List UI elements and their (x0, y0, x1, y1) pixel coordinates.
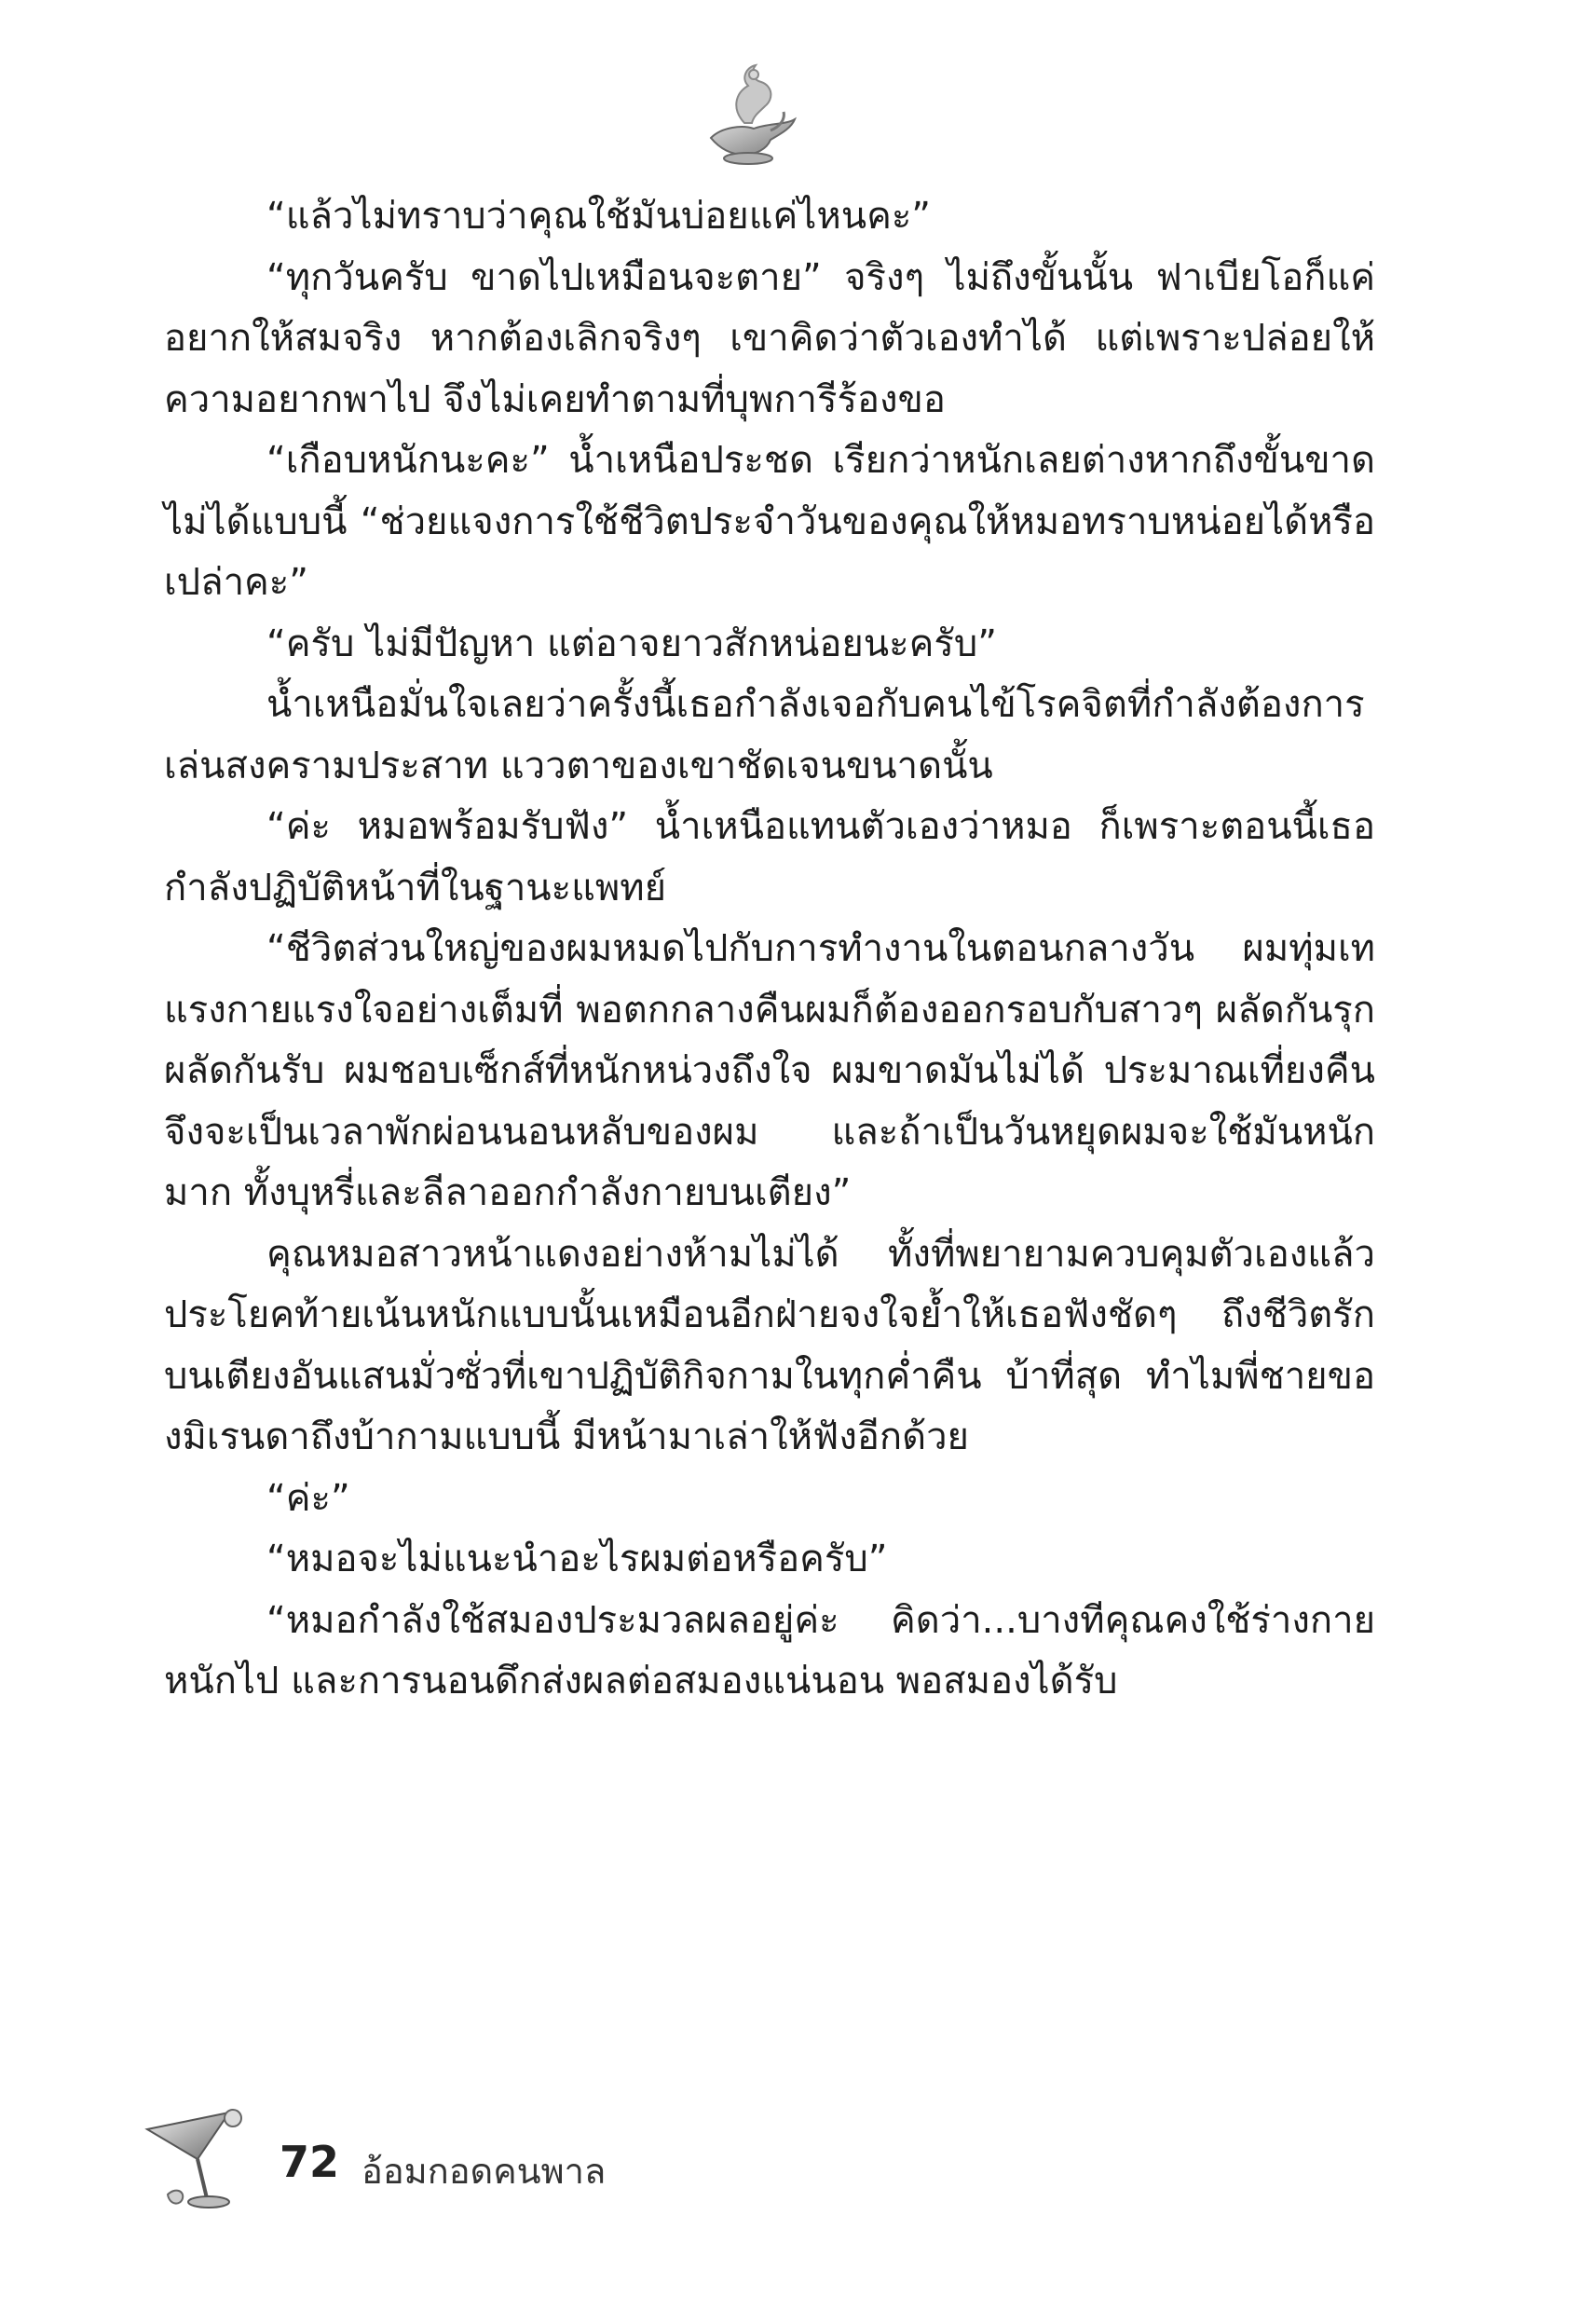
paragraph: “หมอจะไม่แนะนำอะไรผมต่อหรือครับ” (266, 1538, 888, 1580)
paragraph: น้ำเหนือมั่นใจเลยว่าครั้งนี้เธอกำลังเจอกับคนไข้โรคจิตที่กำลังต้องการเล่นสงครามประสาท แววตาของเขาชัดเจนขนาดนั้น (164, 683, 1365, 787)
paragraph: “เกือบหนักนะคะ” น้ำเหนือประชด เรียกว่าหนักเลยต่างหากถึงขั้นขาดไม่ได้แบบนี้ “ช่วยแจงการใช้ชีวิตประจำวันของคุณให้หมอทราบหน่อยได้หรือเปล่าคะ” (164, 439, 1375, 604)
paragraph: “ชีวิตส่วนใหญ่ของผมหมดไปกับการทำงานในตอนกลางวัน ผมทุ่มเทแรงกายแรงใจอย่างเต็มที่ พอตกกลางคืนผมก็ต้องออกรอบกับสาวๆ ผลัดกันรุกผลัดกันรับ ผมชอบเซ็กส์ที่หนักหน่วงถึงใจ ผมขาดมันไม่ได้ ประมาณเที่ยงคืนจึงจะเป็นเวลาพักผ่อนนอนหลับของผม และถ้าเป็นวันหยุดผมจะใช้มันหนักมาก ทั้งบุหรี่และลีลาออกกำลังกายบนเตียง” (164, 927, 1375, 1214)
paragraph: “ค่ะ หมอพร้อมรับฟัง” น้ำเหนือแทนตัวเองว่าหมอ ก็เพราะตอนนี้เธอกำลังปฏิบัติหน้าที่ในฐานะแพทย์ (164, 805, 1375, 909)
book-title: อ้อมกอดคนพาล (361, 2151, 607, 2192)
paragraph: “ทุกวันครับ ขาดไปเหมือนจะตาย” จริงๆ ไม่ถึงขั้นนั้น ฟาเบียโอก็แค่อยากให้สมจริง หากต้องเลิกจริงๆ เขาคิดว่าตัวเองทำได้ แต่เพราะปล่อยให้ความอยากพาไป จึงไม่เคยทำตามที่บุพการีร้องขอ (164, 255, 1375, 421)
genie-lamp-icon (694, 58, 806, 170)
text-body (164, 186, 1375, 1713)
page-footer (140, 2101, 792, 2222)
paragraph: “ครับ ไม่มีปัญหา แต่อาจยาวสักหน่อยนะครับ” (266, 622, 997, 665)
paragraph: “ค่ะ” (266, 1476, 350, 1520)
cocktail-glass-icon (140, 2101, 256, 2218)
paragraph: คุณหมอสาวหน้าแดงอย่างห้ามไม่ได้ ทั้งที่พยายามควบคุมตัวเองแล้ว ประโยคท้ายเน้นหนักแบบนั้นเหมือนอีกฝ่ายจงใจย้ำให้เธอฟังชัดๆ ถึงชีวิตรักบนเตียงอันแสนมั่วซั่วที่เขาปฏิบัติกิจกามในทุกค่ำคืน บ้าที่สุด ทำไมพี่ชายของมิเรนดาถึงบ้ากามแบบนี้ มีหน้ามาเล่าให้ฟังอีกด้วย (164, 1232, 1375, 1458)
paragraph: “แล้วไม่ทราบว่าคุณใช้มันบ่อยแค่ไหนคะ” (266, 195, 932, 238)
page-number: 72 (280, 2137, 340, 2187)
paragraph: “หมอกำลังใช้สมองประมวลผลอยู่ค่ะ คิดว่า...บางทีคุณคงใช้ร่างกายหนักไป และการนอนดึกส่งผลต่อสมองแน่นอน พอสมองได้รับ (164, 1598, 1375, 1702)
